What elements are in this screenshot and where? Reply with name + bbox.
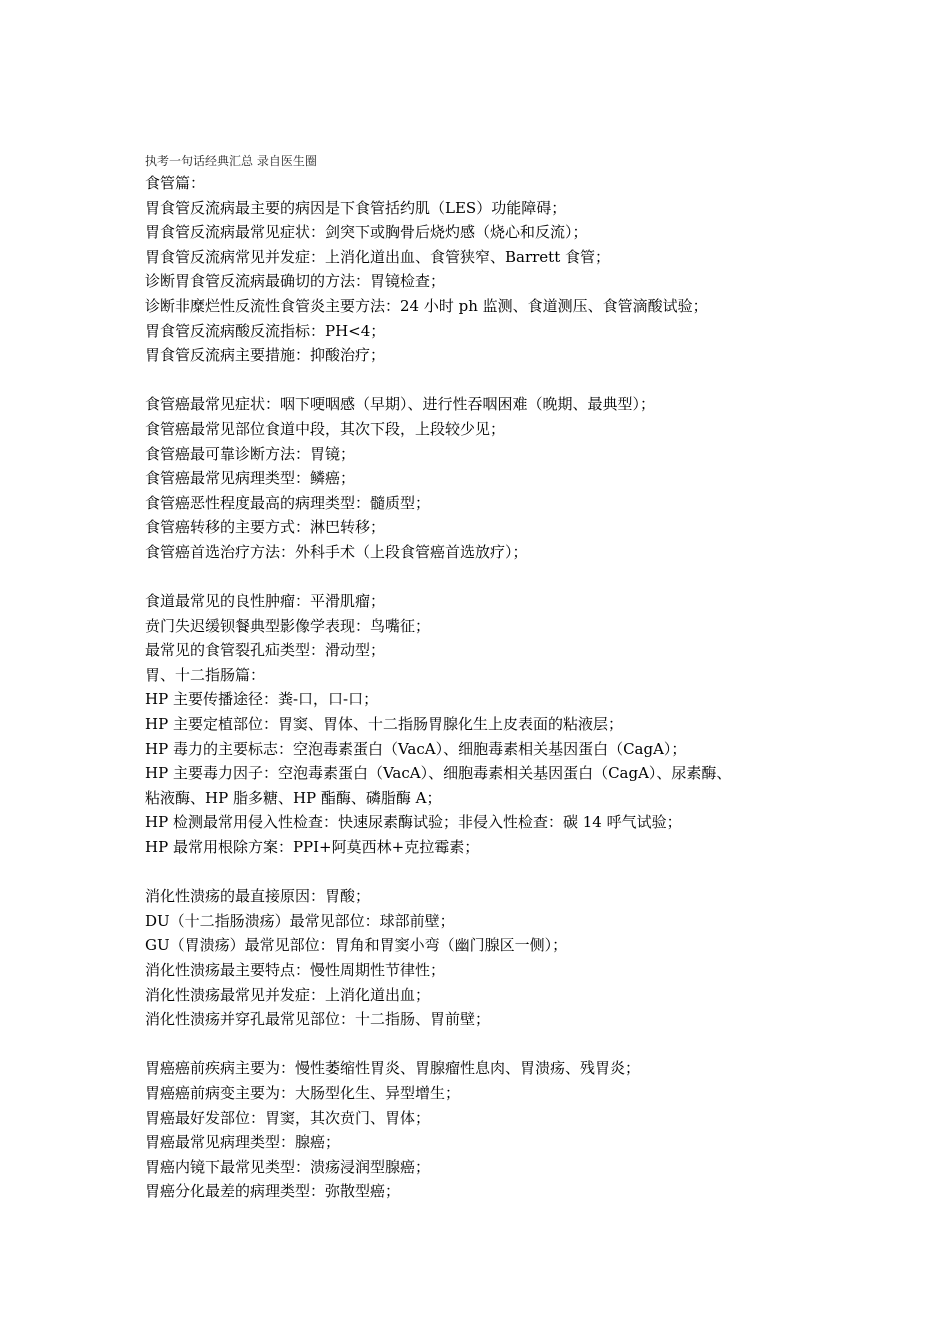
text-line: 食管癌转移的主要方式：淋巴转移；	[145, 518, 386, 537]
text-line: 食管癌最常见症状：咽下哽咽感（早期）、进行性吞咽困难（晚期、最典型）；	[145, 395, 656, 414]
text-line: 诊断非糜烂性反流性食管炎主要方法：24 小时 ph 监测、食道测压、食管滴酸试验；	[145, 296, 708, 315]
text-line: 消化性溃疡并穿孔最常见部位：十二指肠、胃前壁；	[145, 1010, 491, 1029]
text-line: 诊断胃食管反流病最确切的方法：胃镜检查；	[145, 272, 446, 291]
text-line: 消化性溃疡最常见并发症：上消化道出血；	[145, 985, 431, 1004]
text-line: 消化性溃疡的最直接原因：胃酸；	[145, 887, 371, 906]
text-line: 胃癌最常见病理类型：腺癌；	[145, 1133, 341, 1152]
text-line: 胃癌癌前疾病主要为：慢性萎缩性胃炎、胃腺瘤性息肉、胃溃疡、残胃炎；	[145, 1059, 641, 1078]
text-line: 胃癌分化最差的病理类型：弥散型癌；	[145, 1182, 401, 1201]
text-line: 食管癌最常见部位食道中段，其次下段，上段较少见；	[145, 419, 506, 438]
text-line: 胃食管反流病常见并发症：上消化道出血、食管狭窄、Barrett 食管；	[145, 247, 611, 266]
text-line: 胃癌癌前病变主要为：大肠型化生、异型增生；	[145, 1083, 461, 1102]
document-page	[145, 151, 835, 1204]
blank-line	[145, 1032, 835, 1057]
text-line: 胃癌内镜下最常见类型：溃疡浸润型腺癌；	[145, 1157, 431, 1176]
text-line: 最常见的食管裂孔疝类型：滑动型；	[145, 641, 386, 660]
text-line: 胃食管反流病最主要的病因是下食管括约肌（LES）功能障碍；	[145, 198, 567, 217]
text-line: 消化性溃疡最主要特点：慢性周期性节律性；	[145, 961, 446, 979]
text-line: DU（十二指肠溃疡）最常见部位：球部前壁；	[145, 911, 455, 930]
text-line: 食管篇：	[145, 174, 206, 192]
text-line: 胃食管反流病酸反流指标：PH<4；	[145, 321, 386, 340]
text-line: 胃、十二指肠篇：	[145, 665, 266, 684]
blank-line	[145, 860, 835, 885]
blank-line	[145, 368, 835, 393]
text-line: 胃食管反流病最常见症状：剑突下或胸骨后烧灼感（烧心和反流）；	[145, 223, 588, 242]
text-line: 食管癌最常见病理类型：鳞癌；	[145, 469, 356, 488]
text-line: HP 检测最常用侵入性检查：快速尿素酶试验；非侵入性检查：碳 14 呼气试验；	[145, 813, 682, 832]
text-line: 贲门失迟缓钡餐典型影像学表现：鸟嘴征；	[145, 616, 431, 635]
text-line: HP 最常用根除方案：PPI+阿莫西林+克拉霉素；	[145, 838, 480, 857]
text-line: 胃食管反流病主要措施：抑酸治疗；	[145, 346, 386, 365]
text-line: 食道最常见的良性肿瘤：平滑肌瘤；	[145, 592, 386, 611]
text-line: 粘液酶、HP 脂多糖、HP 酯酶、磷脂酶 A；	[145, 788, 442, 807]
text-line: GU（胃溃疡）最常见部位：胃角和胃窦小弯（幽门腺区一侧）；	[145, 936, 568, 955]
text-line: HP 毒力的主要标志：空泡毒素蛋白（VacA）、细胞毒素相关基因蛋白（CagA）；	[145, 739, 687, 758]
text-line: HP 主要定植部位：胃窦、胃体、十二指肠胃腺化生上皮表面的粘液层；	[145, 715, 623, 734]
document-header: 执考一句话经典汇总 录自医生圈	[145, 154, 317, 168]
blank-line	[145, 565, 835, 590]
text-line: 食管癌首选治疗方法：外科手术（上段食管癌首选放疗）；	[145, 542, 528, 561]
text-line: 食管癌恶性程度最高的病理类型：髓质型；	[145, 493, 431, 512]
text-line: 胃癌最好发部位：胃窦，其次贲门、胃体；	[145, 1108, 431, 1127]
text-line: HP 主要传播途径：粪-口，口-口；	[145, 690, 379, 709]
text-line: 食管癌最可靠诊断方法：胃镜；	[145, 444, 356, 463]
document-body	[145, 171, 835, 1204]
text-line: HP 主要毒力因子：空泡毒素蛋白（VacA）、细胞毒素相关基因蛋白（CagA）、尿素酶、	[145, 764, 732, 783]
